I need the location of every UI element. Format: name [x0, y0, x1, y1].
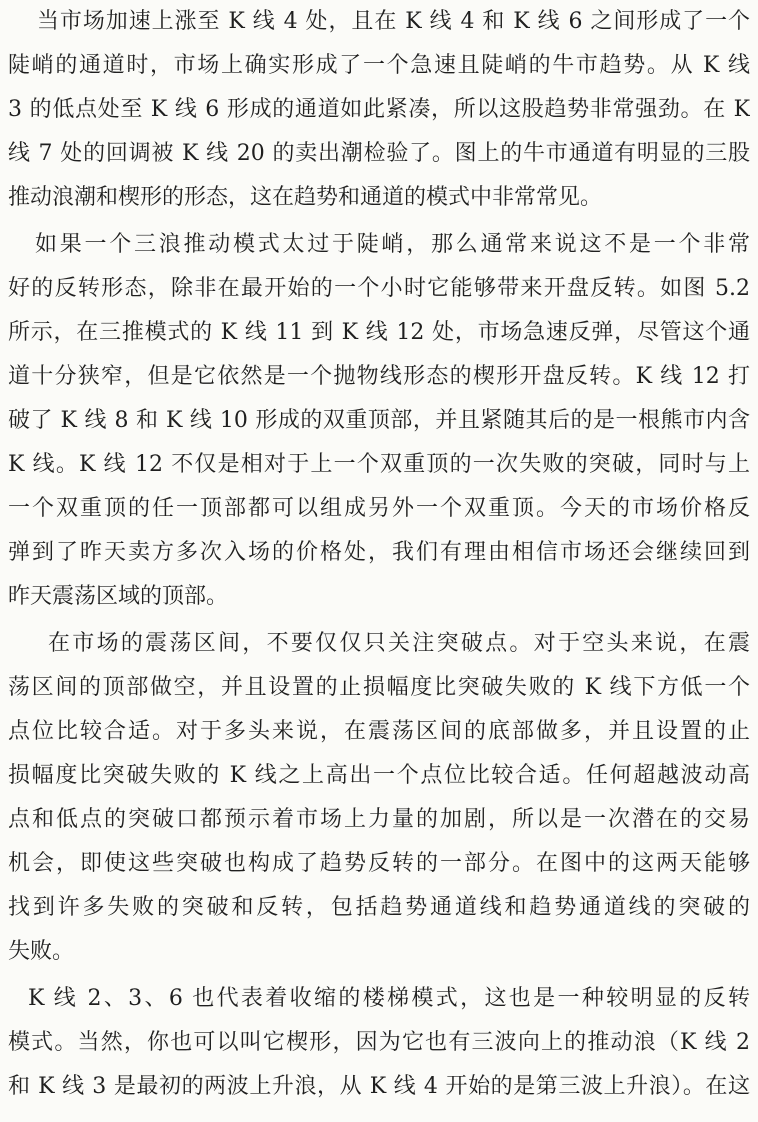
text-line: 点位比较合适。对于多头来说，在震荡区间的底部做多，并且设置的止 [8, 719, 750, 744]
text-line: 模式。当然，你也可以叫它楔形，因为它也有三波向上的推动浪（K 线 2 [8, 1030, 750, 1055]
text-line: K 线 2、3、6 也代表着收缩的楼梯模式，这也是一种较明显的反转 [28, 986, 750, 1011]
paragraph-3 [8, 622, 750, 974]
text-line: 机会，即使这些突破也构成了趋势反转的一部分。在图中的这两天能够 [8, 851, 750, 876]
text-line: 失败。 [8, 939, 75, 964]
text-line: 一个双重顶的任一顶部都可以组成另外一个双重顶。今天的市场价格反 [8, 496, 750, 521]
text-line: 点和低点的突破口都预示着市场上力量的加剧，所以是一次潜在的交易 [8, 807, 750, 832]
text-line: 道十分狭窄，但是它依然是一个抛物线形态的楔形开盘反转。K 线 12 打 [8, 364, 750, 389]
paragraph-2 [8, 223, 750, 619]
text-line: 当市场加速上涨至 K 线 4 处，且在 K 线 4 和 K 线 6 之间形成了一个 [37, 9, 750, 34]
text-line: 破了 K 线 8 和 K 线 10 形成的双重顶部，并且紧随其后的是一根熊市内含 [8, 408, 750, 433]
text-line: 在市场的震荡区间，不要仅仅只关注突破点。对于空头来说，在震 [48, 631, 750, 656]
paragraph-1 [8, 0, 750, 220]
text-line: 损幅度比突破失败的 K 线之上高出一个点位比较合适。任何超越波动高 [8, 763, 750, 788]
text-line: 昨天震荡区域的顶部。 [8, 584, 229, 609]
text-line: 弹到了昨天卖方多次入场的价格处，我们有理由相信市场还会继续回到 [8, 540, 750, 565]
paragraph-4 [8, 977, 750, 1109]
text-line: 线 7 处的回调被 K 线 20 的卖出潮检验了。图上的牛市通道有明显的三股 [8, 141, 750, 166]
text-line: 荡区间的顶部做空，并且设置的止损幅度比突破失败的 K 线下方低一个 [8, 675, 750, 700]
text-line: 推动浪潮和楔形的形态，这在趋势和通道的模式中非常常见。 [8, 185, 603, 210]
text-line: K 线。K 线 12 不仅是相对于上一个双重顶的一次失败的突破，同时与上 [8, 452, 750, 477]
body-text [8, 0, 750, 1109]
text-line: 3 的低点处至 K 线 6 形成的通道如此紧凑，所以这股趋势非常强劲。在 K [8, 97, 750, 122]
text-line: 和 K 线 3 是最初的两波上升浪，从 K 线 4 开始的是第三波上升浪）。在这 [8, 1074, 750, 1099]
text-line: 好的反转形态，除非在最开始的一个小时它能够带来开盘反转。如图 5.2 [8, 276, 750, 301]
text-line: 所示，在三推模式的 K 线 11 到 K 线 12 处，市场急速反弹，尽管这个通 [8, 320, 750, 345]
text-line: 陡峭的通道时，市场上确实形成了一个急速且陡峭的牛市趋势。从 K 线 [8, 53, 750, 78]
text-line: 找到许多失败的突破和反转，包括趋势通道线和趋势通道线的突破的 [8, 895, 750, 920]
text-line: 如果一个三浪推动模式太过于陡峭，那么通常来说这不是一个非常 [35, 232, 750, 257]
